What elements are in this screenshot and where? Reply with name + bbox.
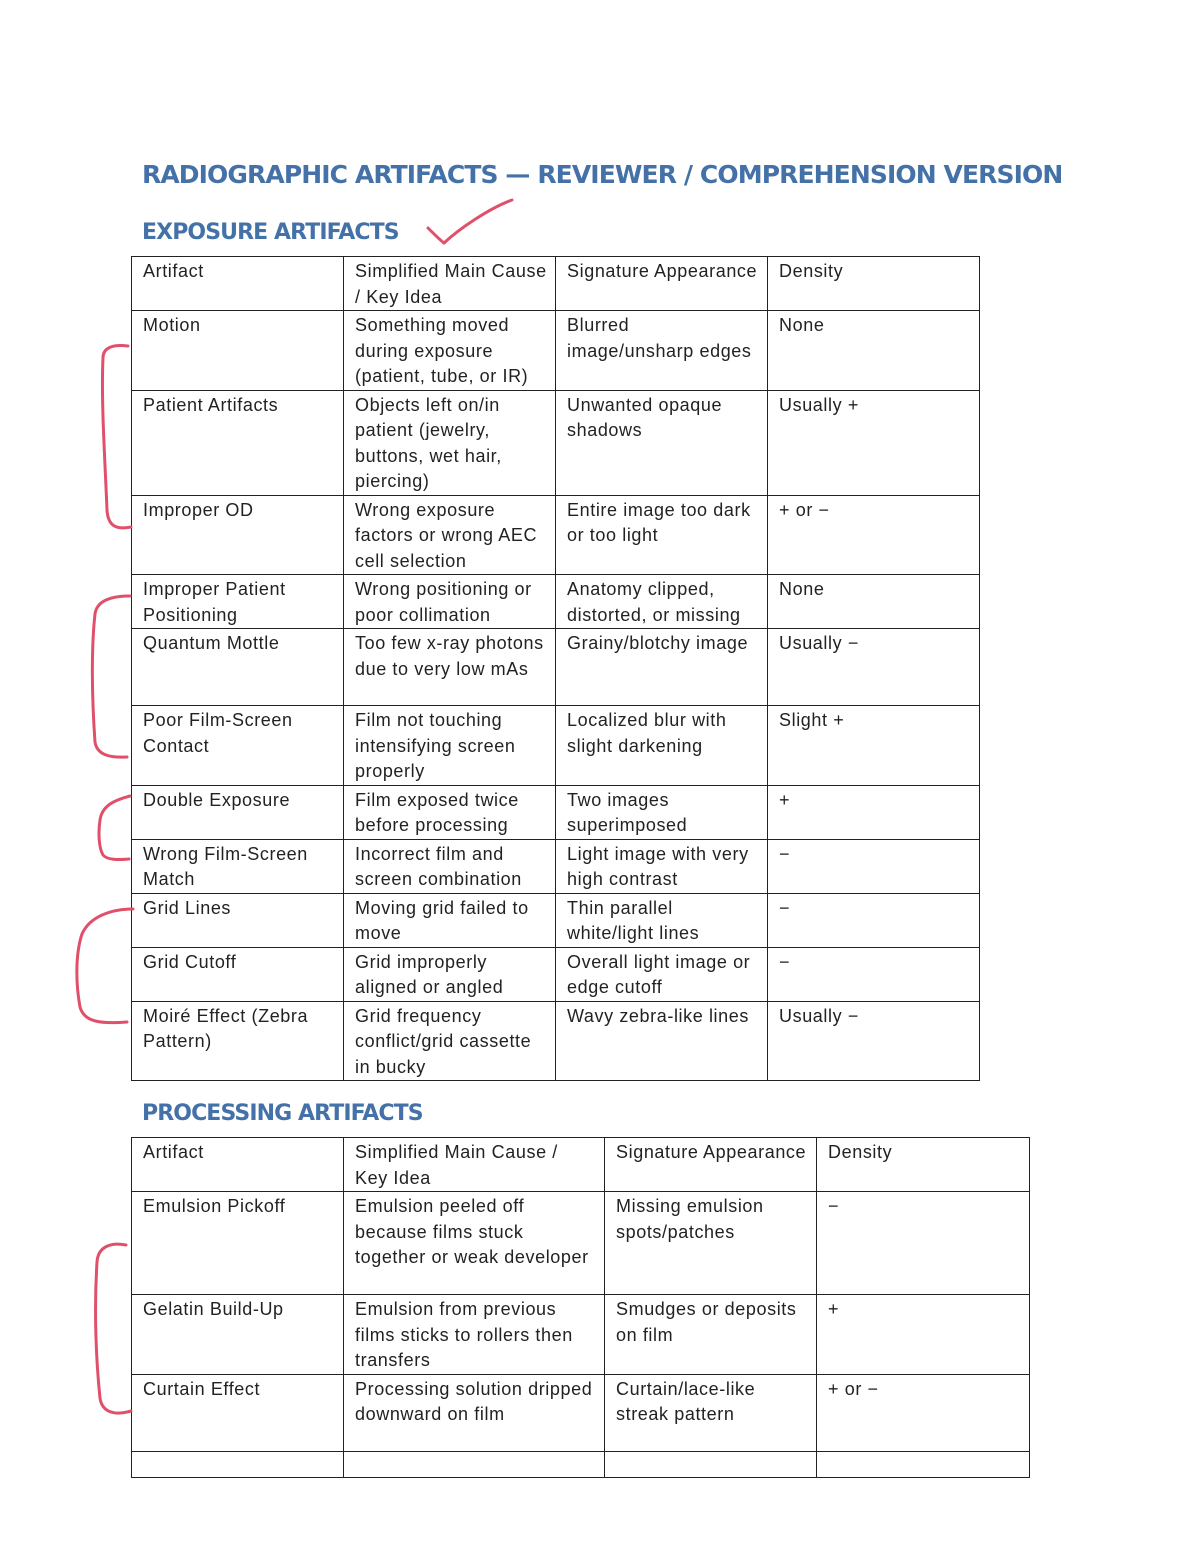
cause-cell: Processing solution dripped downward on film [344,1374,605,1451]
cause-cell: Wrong exposure factors or wrong AEC cell selection [344,495,556,575]
table-row [132,893,980,947]
table-row [132,1192,1030,1295]
bracket-mark [77,909,133,1023]
density-cell: Usually − [768,1001,980,1081]
artifact-cell: Wrong Film-Screen Match [132,839,344,893]
header-cell-cause: Simplified Main Cause / Key Idea [344,257,556,311]
table-header-row [132,257,980,311]
appearance-cell: Curtain/lace-like streak pattern [605,1374,817,1451]
artifact-cell: Emulsion Pickoff [132,1192,344,1295]
table-row [132,495,980,575]
density-cell: None [768,311,980,391]
header-cell-artifact: Artifact [132,1138,344,1192]
processing-table [131,1137,1030,1478]
bracket-mark [99,796,130,860]
header-cell-density: Density [817,1138,1030,1192]
table-row [132,1001,980,1081]
density-cell: − [768,893,980,947]
table-row [132,947,980,1001]
density-cell: + [768,785,980,839]
header-cell-artifact: Artifact [132,257,344,311]
artifact-cell: Quantum Mottle [132,629,344,706]
table-row [132,390,980,495]
header-cell-appearance: Signature Appearance [605,1138,817,1192]
density-cell: None [768,575,980,629]
table-row [132,575,980,629]
cause-cell: Grid frequency conflict/grid cassette in bucky [344,1001,556,1081]
density-cell: + or − [817,1374,1030,1451]
appearance-cell: Anatomy clipped, distorted, or missing [556,575,768,629]
cause-cell: Objects left on/in patient (jewelry, buttons, wet hair, piercing) [344,390,556,495]
density-cell: Usually − [768,629,980,706]
table-row [132,839,980,893]
artifact-cell: Grid Lines [132,893,344,947]
header-cell-cause: Simplified Main Cause / Key Idea [344,1138,605,1192]
density-cell: Slight + [768,706,980,786]
table-row [132,629,980,706]
bracket-mark [92,596,130,757]
appearance-cell: Smudges or deposits on film [605,1295,817,1375]
artifact-cell: Motion [132,311,344,391]
appearance-cell [605,1451,817,1477]
artifact-cell: Poor Film-Screen Contact [132,706,344,786]
bracket-mark [96,1244,131,1413]
cause-cell: Too few x-ray photons due to very low mAs [344,629,556,706]
appearance-cell: Overall light image or edge cutoff [556,947,768,1001]
artifact-cell: Double Exposure [132,785,344,839]
density-cell: + [817,1295,1030,1375]
appearance-cell: Localized blur with slight darkening [556,706,768,786]
appearance-cell: Grainy/blotchy image [556,629,768,706]
header-cell-density: Density [768,257,980,311]
cause-cell: Incorrect film and screen combination [344,839,556,893]
cause-cell: Film exposed twice before processing [344,785,556,839]
appearance-cell: Thin parallel white/light lines [556,893,768,947]
density-cell: + or − [768,495,980,575]
cause-cell [344,1451,605,1477]
appearance-cell: Unwanted opaque shadows [556,390,768,495]
cause-cell: Grid improperly aligned or angled [344,947,556,1001]
processing-heading: PROCESSING ARTIFACTS [142,1101,423,1126]
exposure-heading: EXPOSURE ARTIFACTS [142,220,399,245]
page-title: RADIOGRAPHIC ARTIFACTS — REVIEWER / COMPREHENSION VERSION [142,160,1063,189]
density-cell: Usually + [768,390,980,495]
table-row [132,1374,1030,1451]
cause-cell: Film not touching intensifying screen properly [344,706,556,786]
cause-cell: Wrong positioning or poor collimation [344,575,556,629]
table-row-empty [132,1451,1030,1477]
table-row [132,311,980,391]
artifact-cell: Improper OD [132,495,344,575]
exposure-table [131,256,980,1081]
table-header-row [132,1138,1030,1192]
bracket-mark [102,346,131,528]
table-row [132,785,980,839]
appearance-cell: Blurred image/unsharp edges [556,311,768,391]
density-cell: − [817,1192,1030,1295]
artifact-cell: Curtain Effect [132,1374,344,1451]
appearance-cell: Missing emulsion spots/patches [605,1192,817,1295]
artifact-cell: Improper Patient Positioning [132,575,344,629]
artifact-cell: Gelatin Build-Up [132,1295,344,1375]
appearance-cell: Two images superimposed [556,785,768,839]
density-cell: − [768,839,980,893]
artifact-cell: Moiré Effect (Zebra Pattern) [132,1001,344,1081]
density-cell: − [768,947,980,1001]
table-row [132,706,980,786]
cause-cell: Moving grid failed to move [344,893,556,947]
cause-cell: Something moved during exposure (patient, tube, or IR) [344,311,556,391]
cause-cell: Emulsion from previous films sticks to rollers then transfers [344,1295,605,1375]
density-cell [817,1451,1030,1477]
appearance-cell: Light image with very high contrast [556,839,768,893]
appearance-cell: Wavy zebra-like lines [556,1001,768,1081]
checkmark-icon [428,200,512,243]
artifact-cell [132,1451,344,1477]
appearance-cell: Entire image too dark or too light [556,495,768,575]
table-row [132,1295,1030,1375]
cause-cell: Emulsion peeled off because films stuck together or weak developer [344,1192,605,1295]
header-cell-appearance: Signature Appearance [556,257,768,311]
artifact-cell: Patient Artifacts [132,390,344,495]
artifact-cell: Grid Cutoff [132,947,344,1001]
